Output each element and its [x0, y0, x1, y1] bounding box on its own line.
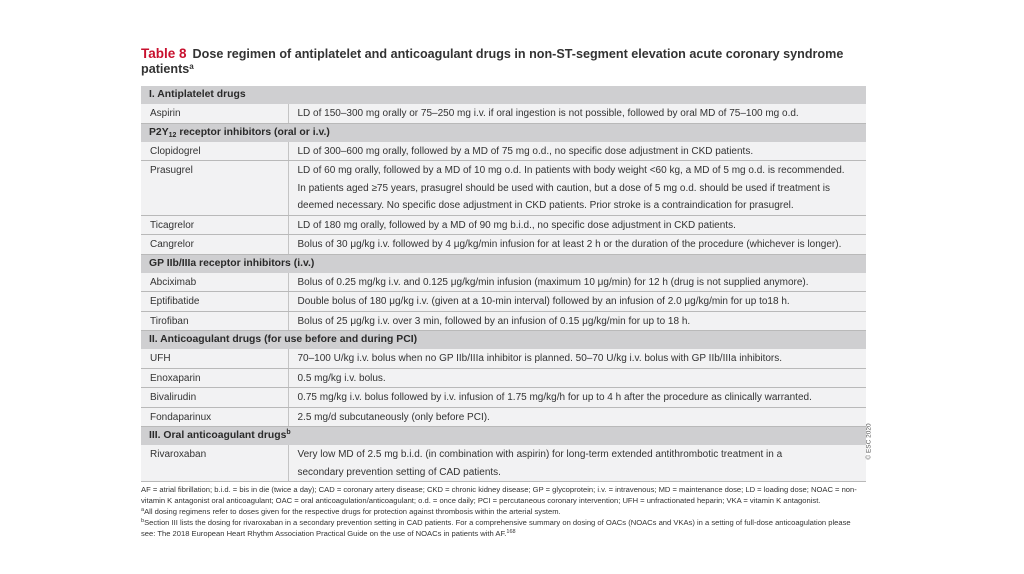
section-header-row: [141, 331, 866, 350]
table-label: Table 8: [141, 46, 187, 61]
table-row: [141, 273, 866, 292]
dose-line: Bolus of 30 μg/kg i.v. followed by 4 μg/kg/min infusion for at least 2 h or the duration of the procedure (whichever is longer).: [297, 239, 842, 250]
dose-line: 0.75 mg/kg i.v. bolus followed by i.v. infusion of 1.75 mg/kg/h for up to 4 h after the procedure as clinically warranted.: [297, 392, 812, 403]
section-heading: [141, 86, 866, 104]
footnote-a: [141, 506, 866, 517]
footnote-b-mark: b: [141, 518, 145, 524]
section-heading-text: I. Antiplatelet drugs: [149, 89, 246, 100]
dose-regimen: [288, 273, 866, 292]
section-heading-text: GP IIb/IIIa receptor inhibitors (i.v.): [149, 257, 315, 269]
section-heading-footnote-mark: b: [286, 429, 291, 436]
dose-regimen: [288, 445, 866, 482]
section-heading: [141, 427, 866, 446]
section-heading-text: $P2Y_{12}$ receptor inhibitors (oral or i.v.): [149, 126, 330, 139]
dose-line: secondary prevention setting of CAD patients.: [297, 466, 501, 478]
dose-line: 2.5 mg/d subcutaneously (only before PCI).: [297, 411, 490, 423]
dose-regimen: [288, 368, 866, 388]
table-row: [141, 104, 866, 123]
section-heading: [141, 254, 866, 273]
section-header-row: [141, 86, 866, 104]
drug-name: Abciximab: [141, 273, 288, 292]
dose-regimen: [288, 349, 866, 368]
dose-regimen: [288, 161, 866, 216]
section-heading-text: III. Oral anticoagulant drugs: [149, 430, 287, 441]
dose-line: deemed necessary. No specific dose adjustment in CKD patients. Prior stroke is a contraindication for prasugrel.: [297, 200, 794, 211]
abbreviations-footnote: AF = atrial fibrillation; b.i.d. = bis in die (twice a day); CAD = coronary artery disease; CKD = chronic kidney disease; GP = glycoprotein; i.v. = intravenous; MD = maintenance dose; LD = loading dose; NOAC = non-vitamin K antagonist oral anticoagulant; OAC = oral anticoagulation/anticoagulant; o.d. = once daily; PCI = percutaneous coronary intervention; UFH = unfractionated heparin; VKA = vitamin K antagonist.: [141, 485, 857, 505]
table-caption: [141, 46, 866, 77]
table-row: [141, 407, 866, 427]
footnote-b-reference: 168: [506, 529, 516, 535]
section-heading: [141, 331, 866, 350]
drug-name: Tirofiban: [141, 311, 288, 331]
table-row: [141, 368, 866, 388]
drug-name: Cangrelor: [141, 235, 288, 255]
drug-name: Bivalirudin: [141, 388, 288, 408]
footnote-b: [141, 517, 866, 539]
dose-line: 0.5 mg/kg i.v. bolus.: [297, 372, 386, 384]
table-row: [141, 292, 866, 312]
dose-line: Bolus of 25 μg/kg i.v. over 3 min, followed by an infusion of 0.15 μg/kg/min for up to 18 h.: [297, 315, 691, 327]
dose-line: LD of 180 mg orally, followed by a MD of 90 mg b.i.d., no specific dose adjustment in CKD patients.: [297, 219, 736, 231]
dose-regimen-table: [141, 86, 866, 482]
footnote-a-text: All dosing regimens refer to doses given for the respective drugs for protection against thrombosis within the arterial system.: [144, 507, 561, 516]
drug-name: Prasugrel: [141, 161, 288, 216]
footnote-a-mark: a: [141, 507, 145, 513]
dose-regimen: [288, 104, 866, 123]
dose-regimen: [288, 311, 866, 331]
table-footnotes: [141, 484, 866, 539]
drug-name: Enoxaparin: [141, 368, 288, 388]
section-header-row: [141, 427, 866, 446]
dose-line: LD of 150–300 mg orally or 75–250 mg i.v. if oral ingestion is not possible, followed by oral MD of 75–100 mg o.d.: [297, 108, 799, 119]
dose-line: Very low MD of 2.5 mg b.i.d. (in combination with aspirin) for long-term extended antithrombotic treatment in a: [297, 449, 783, 460]
dose-regimen: [288, 235, 866, 255]
table-row: [141, 445, 866, 482]
drug-name: Clopidogrel: [141, 142, 288, 161]
copyright-text: © ESC 2020: [865, 423, 873, 460]
section-header-row: [141, 254, 866, 273]
table-title: Dose regimen of antiplatelet and anticoagulant drugs in non-ST-segment elevation acute coronary syndrome patients: [141, 47, 844, 76]
dose-line: 70–100 U/kg i.v. bolus when no GP IIb/IIIa inhibitor is planned. 50–70 U/kg i.v. bolus with GP IIb/IIIa inhibitors.: [297, 353, 783, 364]
drug-name: Eptifibatide: [141, 292, 288, 312]
dose-regimen: [288, 407, 866, 427]
dose-regimen: [288, 388, 866, 408]
footnote-b-text: Section III lists the dosing for rivaroxaban in a secondary prevention setting in CAD patients. For a comprehensive summary on dosing of OACs (NOACs and VKAs) in a setting of full-dose anticoagulation please see: The 2018 European Heart Rhythm Association Practical Guide on the use of NOACs in patients with AF.: [141, 518, 851, 538]
dose-regimen: [288, 142, 866, 161]
drug-name: Ticagrelor: [141, 215, 288, 235]
section-heading-text: II. Anticoagulant drugs (for use before and during PCI): [149, 334, 418, 345]
table-title-footnote-mark: a: [189, 62, 194, 71]
table-row: [141, 161, 866, 216]
table-row: [141, 235, 866, 255]
dose-line: Bolus of 0.25 mg/kg i.v. and 0.125 μg/kg/min infusion (maximum 10 μg/min) for 12 h (drug is not supplied anymore).: [297, 276, 809, 288]
table-row: [141, 388, 866, 408]
dose-line: LD of 300–600 mg orally, followed by a MD of 75 mg o.d., no specific dose adjustment in CKD patients.: [297, 145, 754, 157]
drug-name: UFH: [141, 349, 288, 368]
section-heading: [141, 123, 866, 142]
section-header-row: [141, 123, 866, 142]
copyright-notice: [864, 420, 874, 470]
table-row: [141, 142, 866, 161]
dose-regimen: [288, 292, 866, 312]
dose-regimen: [288, 215, 866, 235]
drug-name: Rivaroxaban: [141, 445, 288, 482]
dose-line: LD of 60 mg orally, followed by a MD of 10 mg o.d. In patients with body weight <60 kg, a MD of 5 mg o.d. is recommended.: [297, 165, 845, 176]
drug-name: Aspirin: [141, 104, 288, 123]
dose-line: Double bolus of 180 μg/kg i.v. (given at a 10-min interval) followed by an infusion of 2.0 μg/kg/min for up to18 h.: [297, 296, 790, 307]
drug-name: Fondaparinux: [141, 407, 288, 427]
table-row: [141, 311, 866, 331]
dose-line: In patients aged ≥75 years, prasugrel should be used with caution, but a dose of 5 mg o.d. should be used if treatment is: [297, 182, 830, 194]
table-row: [141, 215, 866, 235]
table-row: [141, 349, 866, 368]
